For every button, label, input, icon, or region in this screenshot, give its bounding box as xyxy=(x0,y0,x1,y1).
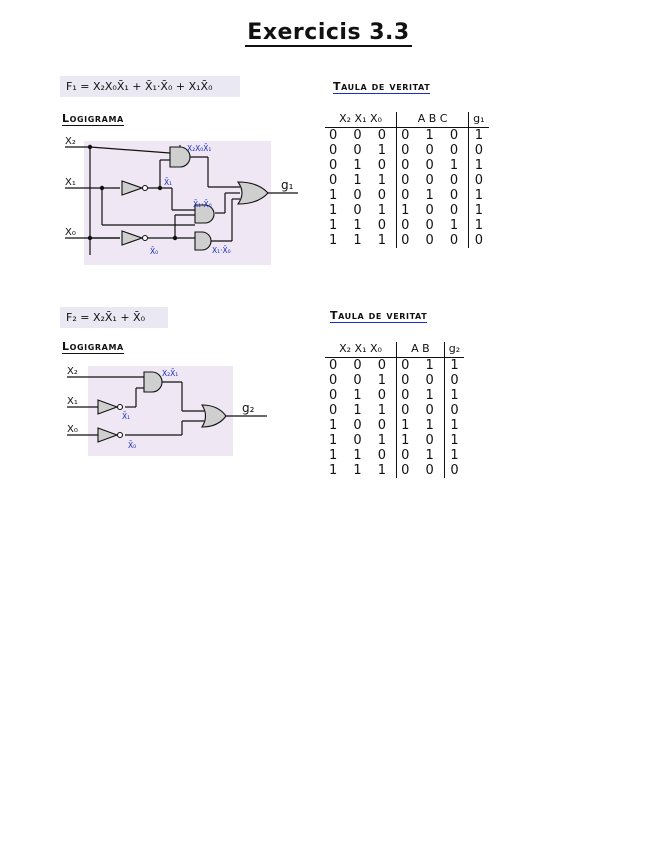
table-cell: 0 0 xyxy=(397,373,445,388)
table-row xyxy=(325,158,489,173)
formula-f1: F₁ = X₂X₀X̄₁ + X̄₁·X̄₀ + X₁X̄₀ xyxy=(60,76,240,97)
table-row xyxy=(325,463,464,478)
table-cell: 0 xyxy=(444,373,464,388)
table-cell: 1 1 1 xyxy=(329,463,393,478)
table-cell: 1 0 0 xyxy=(329,188,393,203)
table-row xyxy=(325,403,464,418)
table-cell: 1 xyxy=(444,358,464,374)
table-cell: 0 1 0 xyxy=(397,188,469,203)
table-row xyxy=(325,188,489,203)
label-x2: X₂ xyxy=(67,366,78,377)
not-gate-x0 xyxy=(98,428,117,442)
tt2-header-out: g₂ xyxy=(444,342,464,358)
table-row xyxy=(325,373,464,388)
table-cell: 1 xyxy=(469,203,489,218)
table-row xyxy=(325,218,489,233)
table-cell: 0 0 0 xyxy=(329,128,393,143)
table-cell: 1 xyxy=(444,448,464,463)
or-gate xyxy=(238,182,268,204)
table-cell: 0 0 0 xyxy=(329,358,393,373)
table-cell: 0 0 1 xyxy=(397,218,469,233)
table-cell: 1 xyxy=(469,188,489,203)
table-cell: 1 xyxy=(469,218,489,233)
table-cell: 0 xyxy=(444,403,464,418)
not-gate-x0 xyxy=(122,231,142,245)
truth-table-heading-2: Taula de veritat xyxy=(330,309,428,322)
table-cell: 0 1 0 xyxy=(329,388,393,403)
label-not-x1: X̄₁ xyxy=(122,412,131,421)
label-not-x0: X̄₀ xyxy=(128,441,137,450)
not-gate-x1 xyxy=(122,181,142,195)
page-title-text: Exercicis 3.3 xyxy=(247,20,410,45)
label-x0: X₀ xyxy=(67,424,78,435)
tt1-header-mid: A B C xyxy=(397,112,469,128)
and-gate-a xyxy=(144,372,162,392)
table-cell: 1 xyxy=(469,128,489,144)
truth-table-heading-1: Taula de veritat xyxy=(333,80,431,93)
table-cell: 1 0 1 xyxy=(329,433,393,448)
table-cell: 0 xyxy=(444,463,464,478)
table-cell: 0 1 xyxy=(397,388,445,403)
page-title xyxy=(0,20,657,45)
table-cell: 0 1 1 xyxy=(329,173,393,188)
table-row xyxy=(325,418,464,433)
label-x1: X₁ xyxy=(65,177,76,188)
table-cell: 0 1 0 xyxy=(397,128,469,144)
table-cell: 1 0 1 xyxy=(329,203,393,218)
tt1-header-inputs: X₂ X₁ X₀ xyxy=(325,112,397,128)
table-cell: 0 xyxy=(469,233,489,248)
table-row xyxy=(325,173,489,188)
label-x0: X₀ xyxy=(65,227,76,238)
table-row xyxy=(325,128,489,144)
logigrama-1 xyxy=(60,135,310,270)
label-not-x0: X̄₀ xyxy=(150,247,159,256)
table-row xyxy=(325,358,464,374)
table-cell: 0 xyxy=(469,173,489,188)
truth-table-2 xyxy=(325,342,464,478)
and-gate-c xyxy=(195,232,211,250)
table-cell: 0 0 0 xyxy=(397,233,469,248)
or-gate xyxy=(202,405,226,427)
table-cell: 1 xyxy=(444,433,464,448)
table-cell: 1 0 0 xyxy=(397,203,469,218)
logigrama-2 xyxy=(62,360,282,460)
tt2-header-inputs: X₂ X₁ X₀ xyxy=(325,342,397,358)
table-row xyxy=(325,143,489,158)
table-cell: 0 0 1 xyxy=(329,373,393,388)
tt2-header-mid: A B xyxy=(397,342,445,358)
table-cell: 0 0 xyxy=(397,403,445,418)
table-cell: 1 0 0 xyxy=(329,418,393,433)
table-cell: 0 0 xyxy=(397,463,445,478)
table-cell: 0 1 1 xyxy=(329,403,393,418)
logigrama-heading-2: Logigrama xyxy=(62,340,124,353)
table-cell: 0 0 1 xyxy=(397,158,469,173)
table-cell: 1 1 0 xyxy=(329,218,393,233)
label-term-a: X₂X̄₁ xyxy=(162,369,179,378)
table-cell: 1 1 1 xyxy=(329,233,393,248)
table-cell: 1 0 xyxy=(397,433,445,448)
label-g1: g₁ xyxy=(281,178,294,192)
logigrama-heading-1: Logigrama xyxy=(62,112,124,125)
table-row xyxy=(325,203,489,218)
table-row xyxy=(325,233,489,248)
table-cell: 1 1 xyxy=(397,418,445,433)
label-not-x1: X̄₁ xyxy=(164,178,173,187)
table-row xyxy=(325,448,464,463)
label-g2: g₂ xyxy=(242,401,255,415)
not-gate-x1 xyxy=(98,400,117,414)
table-cell: 0 1 xyxy=(397,358,445,374)
table-row xyxy=(325,433,464,448)
label-term-b: X̄₁·X̄₀ xyxy=(193,200,212,209)
table-cell: 0 1 xyxy=(397,448,445,463)
truth-table-1 xyxy=(325,112,489,248)
table-cell: 1 xyxy=(444,418,464,433)
label-term-a: X₂X₀X̄₁ xyxy=(187,144,212,153)
label-x2: X₂ xyxy=(65,136,76,147)
table-cell: 1 xyxy=(469,158,489,173)
table-cell: 1 xyxy=(444,388,464,403)
table-cell: 0 0 0 xyxy=(397,173,469,188)
table-cell: 0 1 0 xyxy=(329,158,393,173)
table-cell: 0 0 1 xyxy=(329,143,393,158)
table-row xyxy=(325,388,464,403)
label-x1: X₁ xyxy=(67,396,78,407)
table-cell: 0 0 0 xyxy=(397,143,469,158)
label-term-c: X₁·X̄₀ xyxy=(212,246,231,255)
formula-f2: F₂ = X₂X̄₁ + X̄₀ xyxy=(60,307,168,328)
table-cell: 1 1 0 xyxy=(329,448,393,463)
tt1-header-out: g₁ xyxy=(469,112,489,128)
table-cell: 0 xyxy=(469,143,489,158)
